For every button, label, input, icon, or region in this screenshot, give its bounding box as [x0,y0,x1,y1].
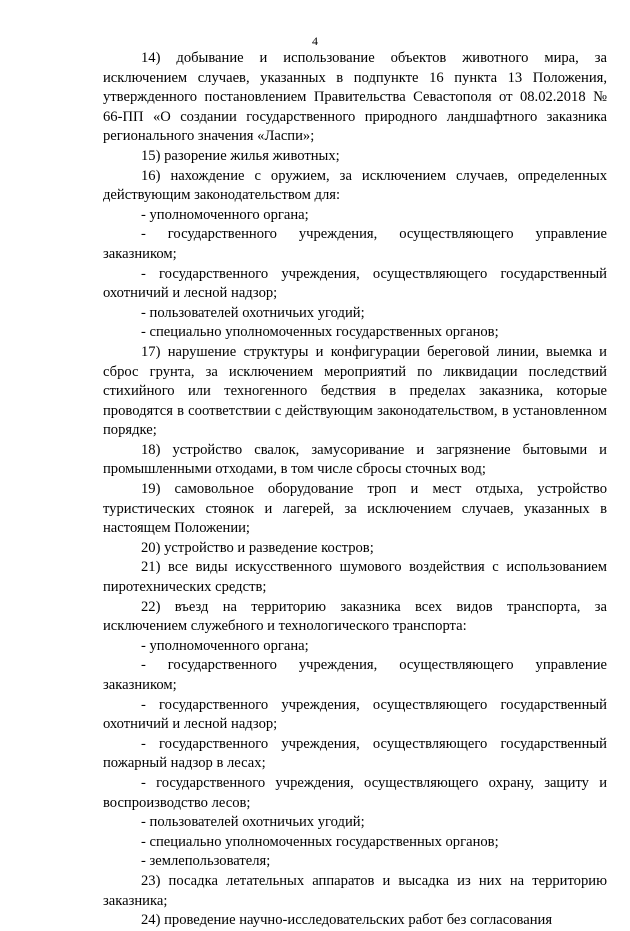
paragraph-23: 23) посадка летательных аппаратов и высадка из них на территорию заказника; [103,872,607,909]
list-item: - специально уполномоченных государственных органов; [141,324,499,341]
list-item: - пользователей охотничьих угодий; [141,814,365,831]
list-item: - государственного учреждения, осуществляющего государственный пожарный надзор в лесах; [103,735,607,772]
paragraph-17: 17) нарушение структуры и конфигурации береговой линии, выемка и сброс грунта, за исключением мероприятий по ликвидации последствий стихийного или техногенного бедствия в пределах заказника, которые проводятся в соответствии с действующим законодательством, в установленном порядке; [103,343,607,439]
document-body [103,49,607,931]
paragraph-15: 15) разорение жилья животных; [141,147,340,164]
list-item: - государственного учреждения, осуществляющего управление заказником; [103,657,607,693]
list-item: - государственного учреждения, осуществляющего управление заказником; [103,226,607,262]
list-item: - землепользователя; [141,853,271,870]
list-item: - государственного учреждения, осуществляющего государственный охотничий и лесной надзор; [103,696,607,733]
paragraph-24: 24) проведение научно-исследовательских работ без согласования [141,912,553,929]
list-item: - пользователей охотничьих угодий; [141,304,365,321]
list-item: - уполномоченного органа; [141,206,309,223]
paragraph-21: 21) все виды искусственного шумового воздействия с использованием пиротехнических средств; [103,559,607,596]
list-item: - государственного учреждения, осуществляющего государственный охотничий и лесной надзор; [103,265,607,302]
paragraph-14: 14) добывание и использование объектов животного мира, за исключением случаев, указанных в подпункте 16 пункта 13 Положения, утвержденного постановлением Правительства Севастополя от 08.02.2018 № 66-ПП «О создании государственного природного ландшафтного заказника регионального значения «Ласпи»; [103,50,607,145]
list-item: - уполномоченного органа; [141,637,309,654]
list-item: - государственного учреждения, осуществляющего охрану, защиту и воспроизводство лесов; [103,774,607,811]
paragraph-18: 18) устройство свалок, замусоривание и загрязнение бытовыми и промышленными отходами, в том числе сбросы сточных вод; [103,441,607,478]
paragraph-20: 20) устройство и разведение костров; [141,539,374,556]
paragraph-16: 16) нахождение с оружием, за исключением случаев, определенных действующим законодательством для: [103,167,607,204]
paragraph-19: 19) самовольное оборудование троп и мест отдыха, устройство туристических стоянок и лагерей, за исключением случаев, указанных в настоящем Положении; [103,481,607,537]
page-number: 4 [312,34,318,48]
paragraph-22: 22) въезд на территорию заказника всех видов транспорта, за исключением служебного и технологического транспорта: [103,598,607,635]
list-item: - специально уполномоченных государственных органов; [141,833,499,850]
